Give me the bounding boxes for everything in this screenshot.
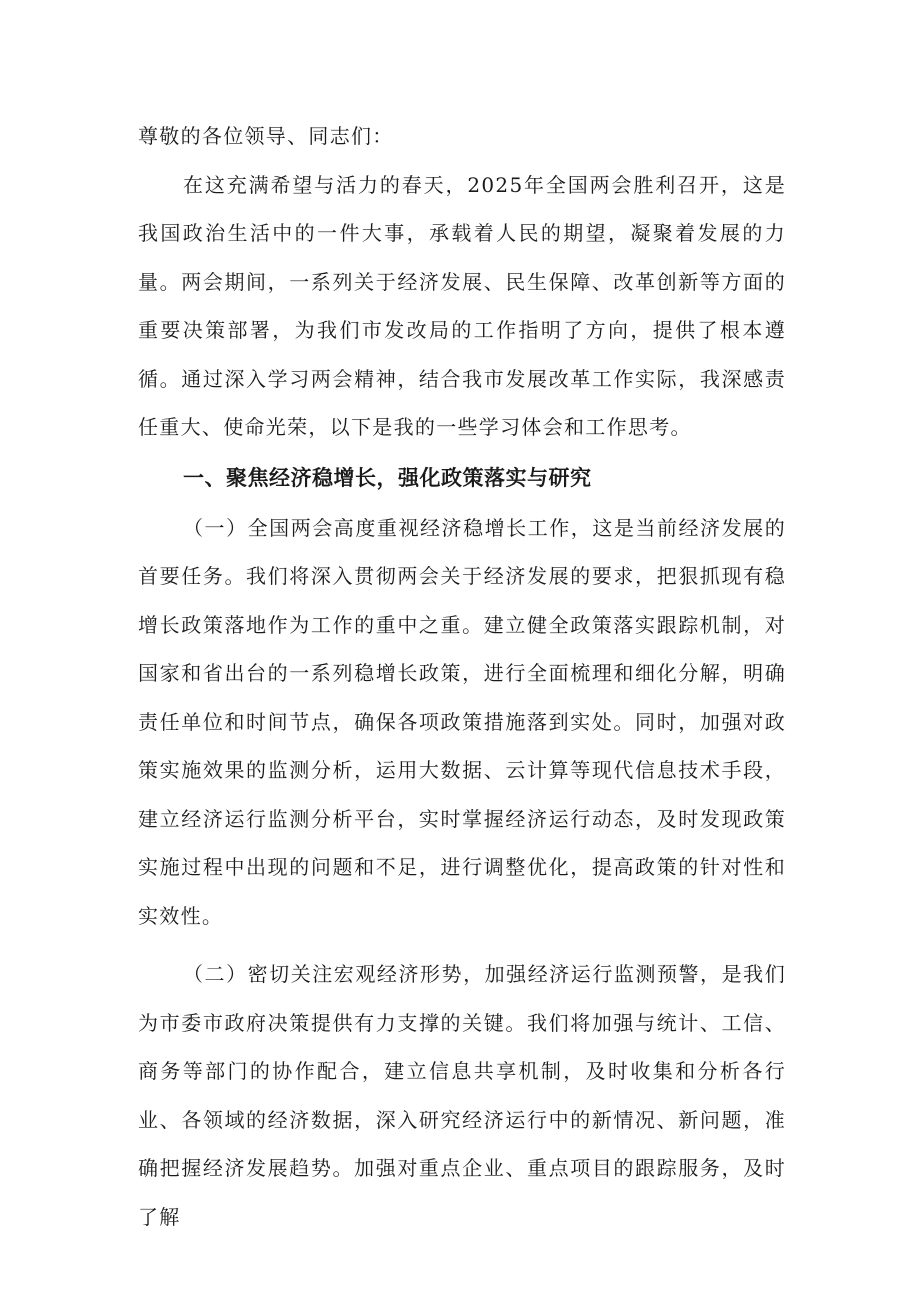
paragraph-2: （二）密切关注宏观经济形势，加强经济运行监测预警，是我们为市委市政府决策提供有力支撑的关键。我们将加强与统计、工信、商务等部门的协作配合，建立信息共享机制，及时收集和分析各行业、各领域的经济数据，深入研究经济运行中的新情况、新问题，准确把握经济发展趋势。加强对重点企业、重点项目的跟踪服务，及时了解 [138,962,786,1229]
paragraph-spacer [138,940,786,950]
document-page [138,112,786,1241]
paragraph-1: （一）全国两会高度重视经济稳增长工作，这是当前经济发展的首要任务。我们将深入贯彻两会关于经济发展的要求，把狠抓现有稳增长政策落地作为工作的重中之重。建立健全政策落实跟踪机制，对国家和省出台的一系列稳增长政策，进行全面梳理和细化分解，明确责任单位和时间节点，确保各项政策措施落到实处。同时，加强对政策实施效果的监测分析，运用大数据、云计算等现代信息技术手段，建立经济运行监测分析平台，实时掌握经济运行动态，及时发现政策实施过程中出现的问题和不足，进行调整优化，提高政策的针对性和实效性。 [138,515,786,928]
intro-paragraph: 在这充满希望与活力的春天，2025年全国两会胜利召开，这是我国政治生活中的一件大事，承载着人民的期望，凝聚着发展的力量。两会期间，一系列关于经济发展、民生保障、改革创新等方面的重要决策部署，为我们市发改局的工作指明了方向，提供了根本遵循。通过深入学习两会精神，结合我市发展改革工作实际，我深感责任重大、使命光荣，以下是我的一些学习体会和工作思考。 [138,172,786,439]
salutation: 尊敬的各位领导、同志们： [138,124,394,148]
section-heading: 一、聚焦经济稳增长，强化政策落实与研究 [183,465,592,490]
